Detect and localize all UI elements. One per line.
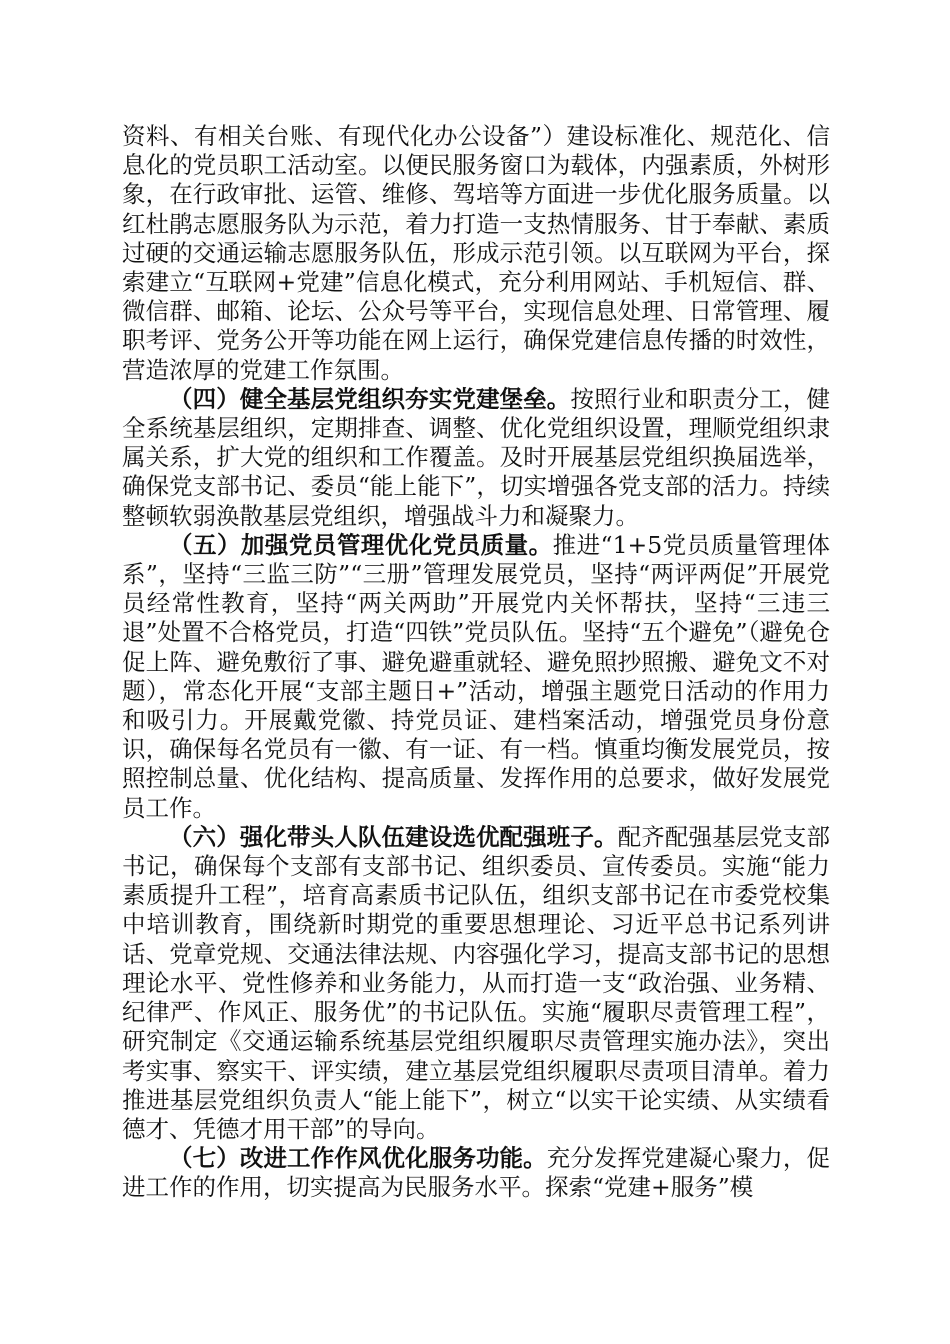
section-heading: （六）强化带头人队伍建设选优配强班子。: [169, 822, 618, 851]
paragraph-section-6: [122, 823, 830, 1144]
section-heading: （七）改进工作作风优化服务功能。: [169, 1144, 547, 1173]
document-body: [122, 122, 830, 1203]
paragraph-text: 推进“1+5党员质量管理体系”，坚持“三监三防”“三册”管理发展党员，坚持“两评两促”开展党员经常性教育，坚持“两关两助”开展党内关怀帮扶，坚持“三违三退”处置不合格党员，打造“四铁”党员队伍。坚持“五个避免”（避免仓促上阵、避免敷衍了事、避免避重就轻、避免照抄照搬、避免文不对题），常态化开展“支部主题日+”活动，增强主题党日活动的作用力和吸引力。开展戴党徽、持党员证、建档案活动，增强党员身份意识，确保每名党员有一徽、有一证、有一档。慎重均衡发展党员，按照控制总量、优化结构、提高质量、发挥作用的总要求，做好发展党员工作。: [122, 530, 830, 822]
paragraph-section-7: [122, 1144, 830, 1202]
paragraph-text: 资料、有相关台账、有现代化办公设备”）建设标准化、规范化、信息化的党员职工活动室。以便民服务窗口为载体，内强素质，外树形象，在行政审批、运管、维修、驾培等方面进一步优化服务质量。以红杜鹃志愿服务队为示范，着力打造一支热情服务、甘于奉献、素质过硬的交通运输志愿服务队伍，形成示范引领。以互联网为平台，探索建立“互联网+党建”信息化模式，充分利用网站、手机短信、群、微信群、邮箱、论坛、公众号等平台，实现信息处理、日常管理、履职考评、党务公开等功能在网上运行，确保党建信息传播的时效性，营造浓厚的党建工作氛围。: [122, 122, 830, 384]
paragraph-text: 充分发挥党建凝心聚力，促进工作的作用，切实提高为民服务水平。探索“党建+服务”模: [122, 1144, 831, 1202]
paragraph-section-5: [122, 531, 830, 823]
paragraph-section-4: [122, 385, 830, 531]
section-heading: （五）加强党员管理优化党员质量。: [169, 530, 553, 559]
paragraph-text: 配齐配强基层党支部书记，确保每个支部有支部书记、组织委员、宣传委员。实施“能力素质提升工程”，培育高素质书记队伍，组织支部书记在市委党校集中培训教育，围绕新时期党的重要思想理论、习近平总书记系列讲话、党章党规、交通法律法规、内容强化学习，提高支部书记的思想理论水平、党性修养和业务能力，从而打造一支“政治强、业务精、纪律严、作风正、服务优”的书记队伍。实施“履职尽责管理工程”，研究制定《交通运输系统基层党组织履职尽责管理实施办法》，突出考实事、察实干、评实绩，建立基层党组织履职尽责项目清单。着力推进基层党组织负责人“能上能下”，树立“以实干论实绩、从实绩看德才、凭德才用干部”的导向。: [122, 822, 831, 1143]
paragraph-continuation: [122, 122, 830, 385]
section-heading: （四）健全基层党组织夯实党建堡垒。: [169, 384, 571, 413]
paragraph-text: 按照行业和职责分工，健全系统基层组织，定期排查、调整、优化党组织设置，理顺党组织隶属关系，扩大党的组织和工作覆盖。及时开展基层党组织换届选举，确保党支部书记、委员“能上能下”，切实增强各党支部的活力。持续整顿软弱涣散基层党组织，增强战斗力和凝聚力。: [122, 384, 831, 530]
